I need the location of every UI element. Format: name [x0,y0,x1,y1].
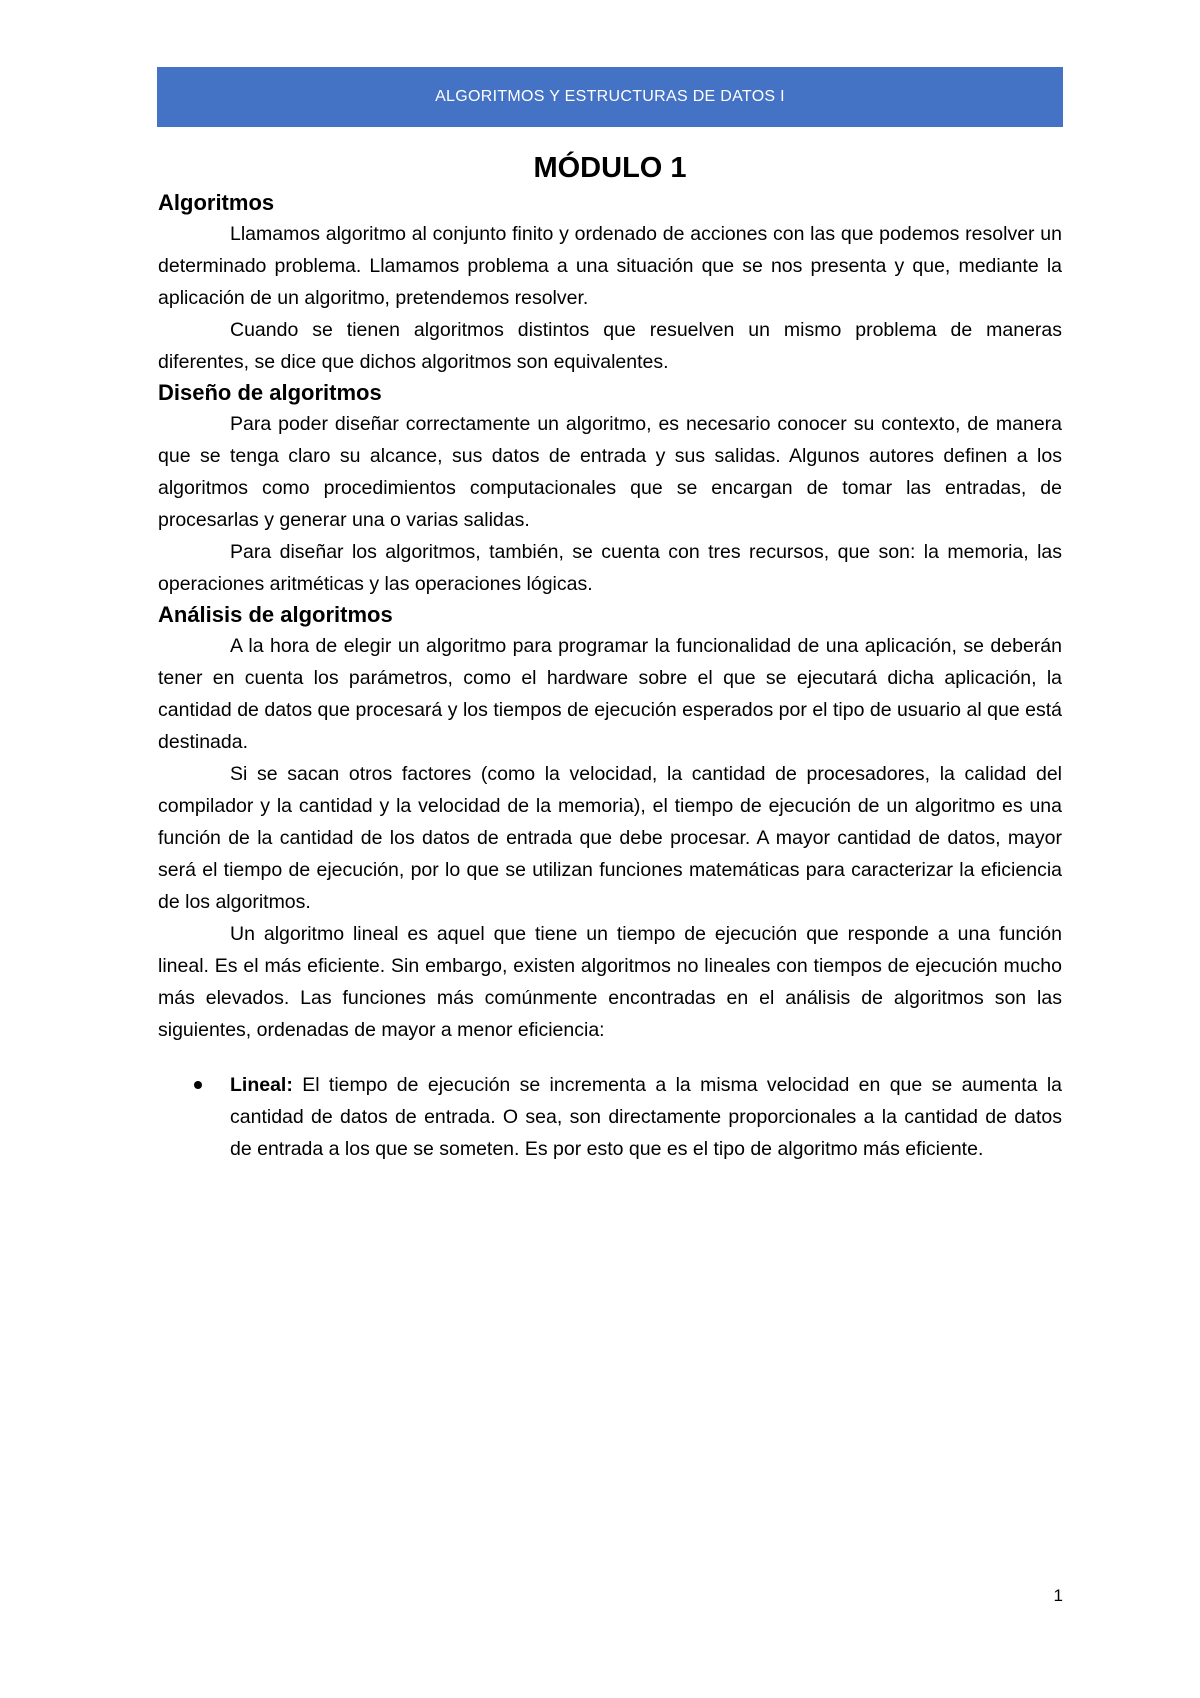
paragraph: Un algoritmo lineal es aquel que tiene un tiempo de ejecución que responde a una función lineal. Es el más eficiente. Sin embargo, existen algoritmos no lineales con tiempos de ejecución mucho más elevados. Las funciones más comúnmente encontradas en el análisis de algoritmos son las siguientes, ordenadas de mayor a menor eficiencia: [158,923,1062,1041]
paragraph: Para poder diseñar correctamente un algoritmo, es necesario conocer su contexto, de manera que se tenga claro su alcance, sus datos de entrada y sus salidas. Algunos autores definen a los algoritmos como procedimientos computacionales que se encargan de tomar las entradas, de procesarlas y generar una o varias salidas. [158,413,1062,531]
page-number: 1 [1053,1586,1063,1605]
section-heading-algoritmos: Algoritmos [158,190,275,215]
paragraph: Llamamos algoritmo al conjunto finito y ordenado de acciones con las que podemos resolver un determinado problema. Llamamos problema a una situación que se nos presenta y que, mediante la aplicación de un algoritmo, pretendemos resolver. [158,223,1062,309]
bullet-text: El tiempo de ejecución se incrementa a la misma velocidad en que se aumenta la cantidad de datos de entrada. O sea, son directamente proporcionales a la cantidad de datos de entrada a los que se someten. Es por esto que es el tipo de algoritmo más eficiente. [230,1074,1062,1160]
bullet-list [158,1069,1062,1165]
paragraph: Para diseñar los algoritmos, también, se cuenta con tres recursos, que son: la memoria, las operaciones aritméticas y las operaciones lógicas. [158,541,1062,595]
paragraph: Cuando se tienen algoritmos distintos que resuelven un mismo problema de maneras diferentes, se dice que dichos algoritmos son equivalentes. [158,319,1062,373]
page-header-band [157,67,1063,127]
section-heading-analisis: Análisis de algoritmos [158,602,393,627]
section-heading-diseno: Diseño de algoritmos [158,380,382,405]
document-body [158,142,1062,1165]
header-title: ALGORITMOS Y ESTRUCTURAS DE DATOS I [435,88,785,105]
list-item [158,1069,1062,1165]
paragraph: Si se sacan otros factores (como la velocidad, la cantidad de procesadores, la calidad del compilador y la cantidad y la velocidad de la memoria), el tiempo de ejecución de un algoritmo es una función de la cantidad de los datos de entrada que debe procesar. A mayor cantidad de datos, mayor será el tiempo de ejecución, por lo que se utilizan funciones matemáticas para caracterizar la eficiencia de los algoritmos. [158,763,1062,913]
module-title: MÓDULO 1 [533,152,687,184]
paragraph: A la hora de elegir un algoritmo para programar la funcionalidad de una aplicación, se deberán tener en cuenta los parámetros, como el hardware sobre el que se ejecutará dicha aplicación, la cantidad de datos que procesará y los tiempos de ejecución esperados por el tipo de usuario al que está destinada. [158,635,1062,753]
bullet-term: Lineal: [230,1074,293,1096]
bullet-icon [194,1081,202,1089]
